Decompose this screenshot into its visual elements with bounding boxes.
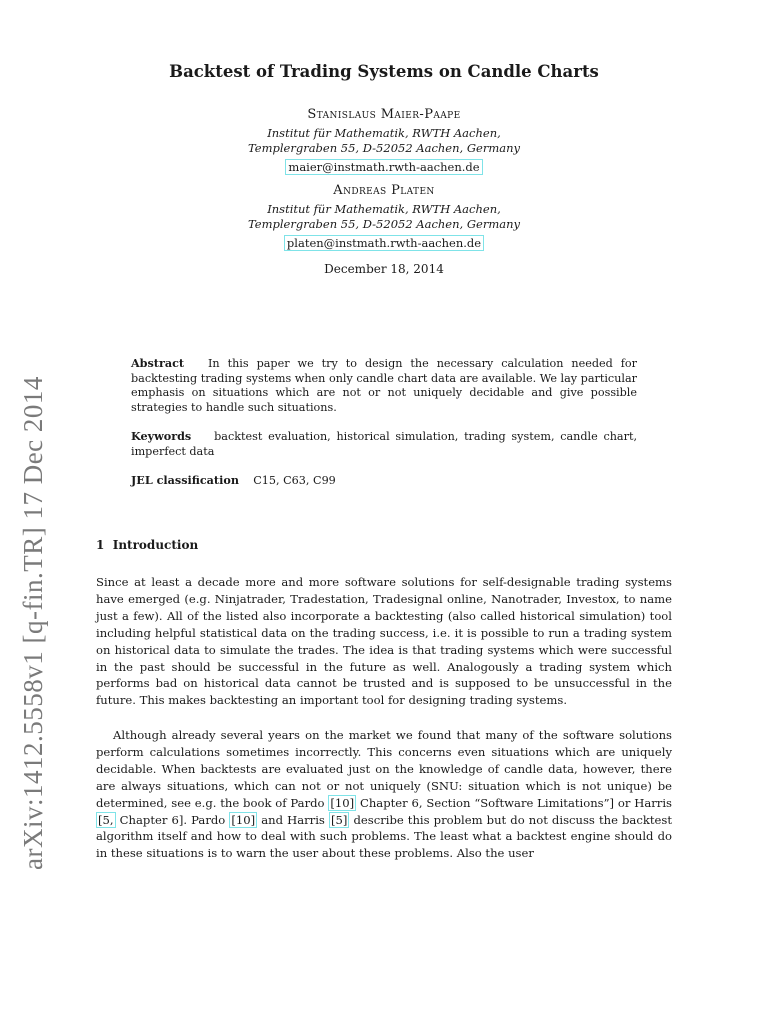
author-affiliation-line-1: Institut für Mathematik, RWTH Aachen, bbox=[267, 202, 501, 216]
jel-codes: C15, C63, C99 bbox=[253, 474, 336, 487]
author-affiliation-line-2: Templergraben 55, D-52052 Aachen, Germany bbox=[248, 217, 520, 231]
citation-link-pardo[interactable]: [10] bbox=[231, 812, 256, 827]
paragraph-text-segment: and Harris bbox=[257, 812, 329, 827]
intro-paragraph-1 bbox=[96, 574, 672, 709]
jel-block bbox=[131, 473, 637, 489]
author-block-1 bbox=[0, 107, 768, 175]
intro-paragraph-2 bbox=[96, 727, 672, 862]
paragraph-text bbox=[96, 727, 672, 862]
paragraph-text-segment: describe this problem but do not discuss the backtest algorithm itself and how to deal with such problems. The least what a backtest engine should do in these situations is to warn the user about these problems. Also the user bbox=[96, 812, 672, 861]
paper-date: December 18, 2014 bbox=[324, 262, 444, 276]
author-name: Stanislaus Maier-Paape bbox=[307, 107, 461, 122]
citation-link-pardo[interactable]: [10] bbox=[330, 795, 355, 810]
section-number: 1 bbox=[96, 538, 105, 552]
keywords-block bbox=[131, 429, 637, 459]
author-email-link[interactable]: maier@instmath.rwth-aachen.de bbox=[285, 159, 482, 175]
section-heading bbox=[96, 538, 198, 552]
section-title: Introduction bbox=[112, 538, 199, 552]
paragraph-text: Since at least a decade more and more software solutions for self-designable trading systems have emerged (e.g. Ninjatrader, Tradestation, Tradesignal online, Nanotrader, Investox, to name just a few). All of the listed also incorporate a backtesting (also called historical simulation) tool including helpful statistical data on the trading success, i.e. it is possible to run a trading system on historical data to simulate the trades. The idea is that trading systems which were successful in the past should be successful in the future as well. Analogously a trading system which performs bad on historical data cannot be trusted and is supposed to be unsuccessful in the future. This makes backtesting an important tool for designing trading systems. bbox=[96, 575, 672, 708]
paper-title: Backtest of Trading Systems on Candle Charts bbox=[169, 62, 599, 81]
citation-link-harris[interactable]: [5] bbox=[330, 812, 348, 827]
abstract-label: Abstract bbox=[131, 356, 185, 370]
author-block-2 bbox=[0, 183, 768, 251]
author-email-link[interactable]: platen@instmath.rwth-aachen.de bbox=[284, 235, 484, 251]
keywords-text: backtest evaluation, historical simulation, trading system, candle chart, imperfect data bbox=[131, 430, 637, 458]
jel-label: JEL classification bbox=[131, 473, 239, 487]
keywords-label: Keywords bbox=[131, 429, 192, 443]
citation-link-harris[interactable]: [5, bbox=[98, 812, 114, 827]
abstract-text: In this paper we try to design the necessary calculation needed for backtesting trading systems when only candle chart data are available. We lay particular emphasis on situations which are not or not uniquely decidable and give possible strategies to handle such situations. bbox=[131, 357, 637, 414]
author-affiliation-line-2: Templergraben 55, D-52052 Aachen, Germany bbox=[248, 141, 520, 155]
paragraph-text-segment: Chapter 6, Section “Software Limitations”] or Harris bbox=[356, 795, 672, 810]
author-name: Andreas Platen bbox=[333, 183, 435, 198]
paragraph-text-segment: Chapter 6]. Pardo bbox=[115, 812, 230, 827]
arxiv-identifier-stamp: arXiv:1412.5558v1 [q-fin.TR] 17 Dec 2014 bbox=[18, 376, 48, 870]
abstract-block bbox=[131, 356, 637, 415]
author-affiliation-line-1: Institut für Mathematik, RWTH Aachen, bbox=[267, 126, 501, 140]
paragraph-text-segment: Although already several years on the market we found that many of the software solutions perform calculations sometimes incorrectly. This concerns even situations which are uniquely decidable. When backtests are evaluated just on the knowledge of candle data, however, there are always situations, which can not or not uniquely (SNU: situation which is not unique) be determined, see e.g. the book of Pardo bbox=[96, 728, 672, 810]
